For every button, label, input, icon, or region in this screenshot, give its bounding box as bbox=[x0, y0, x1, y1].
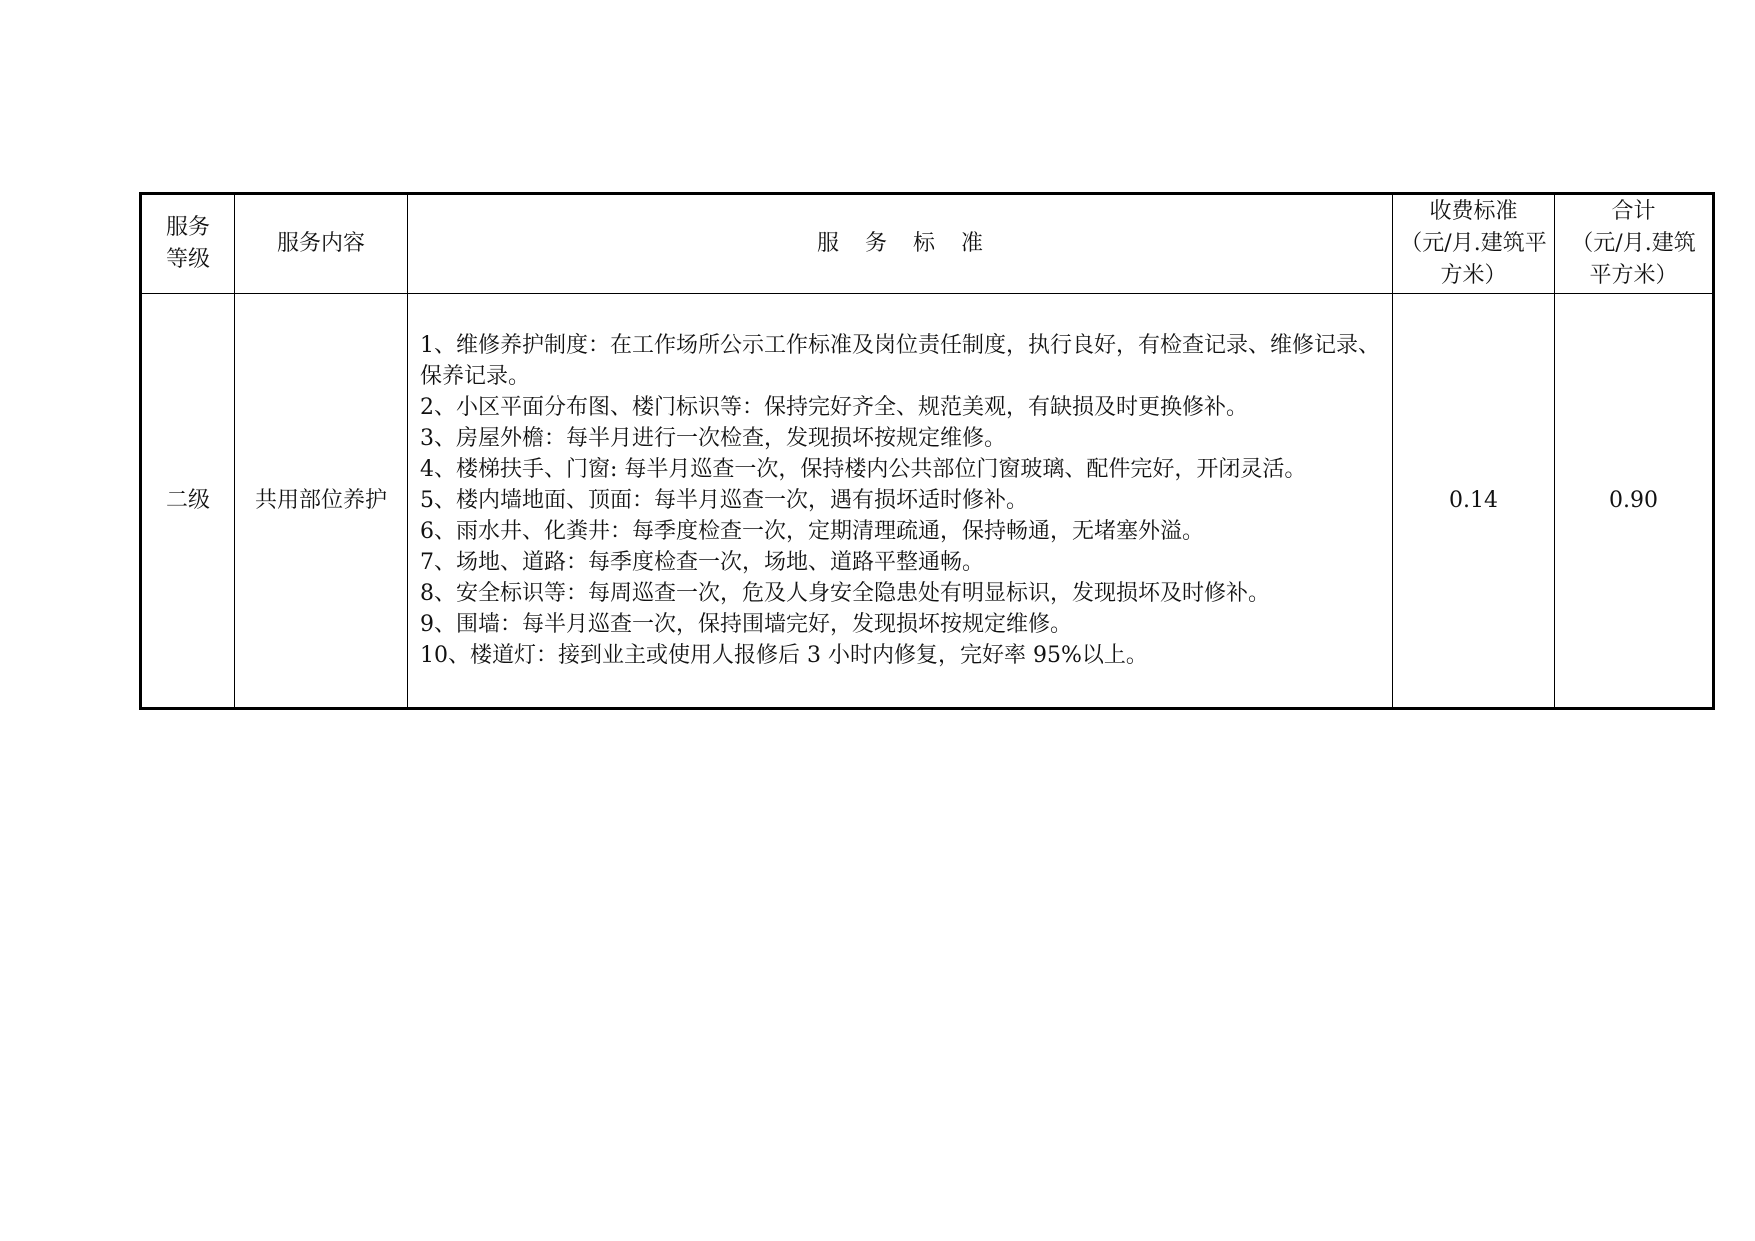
header-service-content-label: 服务内容 bbox=[276, 231, 365, 256]
cell-service-standards bbox=[408, 294, 1393, 709]
service-standard-table bbox=[139, 192, 1715, 710]
header-service-content bbox=[235, 194, 408, 294]
list-item: 6、雨水井、化粪井：每季度检查一次，定期清理疏通，保持畅通，无堵塞外溢。 bbox=[420, 519, 1204, 544]
table-header-row bbox=[141, 194, 1714, 294]
header-total bbox=[1555, 194, 1714, 294]
list-item: 4、楼梯扶手、门窗: 每半月巡查一次，保持楼内公共部位门窗玻璃、配件完好，开闭灵活。 bbox=[420, 457, 1307, 482]
table-row bbox=[141, 294, 1714, 709]
list-item: 9、围墙：每半月巡查一次，保持围墙完好，发现损坏按规定维修。 bbox=[420, 612, 1072, 637]
cell-service-level: 二级 bbox=[141, 294, 235, 709]
cell-total: 0.90 bbox=[1555, 294, 1714, 709]
list-item: 1、维修养护制度：在工作场所公示工作标准及岗位责任制度，执行良好，有检查记录、维修记录、保养记录。 bbox=[420, 333, 1381, 389]
header-service-level-label: 服务等级 bbox=[165, 215, 210, 272]
header-fee-line2: （元/月.建筑平 bbox=[1400, 231, 1547, 256]
standards-list bbox=[420, 330, 1382, 671]
header-total-line2: （元/月.建筑 bbox=[1571, 231, 1696, 256]
header-fee-standard bbox=[1393, 194, 1555, 294]
header-service-standard-label: 服务标准 bbox=[816, 231, 1009, 256]
list-item: 10、楼道灯：接到业主或使用人报修后 3 小时内修复，完好率 95%以上。 bbox=[420, 643, 1148, 668]
list-item: 2、小区平面分布图、楼门标识等：保持完好齐全、规范美观，有缺损及时更换修补。 bbox=[420, 395, 1248, 420]
list-item: 3、房屋外檐：每半月进行一次检查，发现损坏按规定维修。 bbox=[420, 426, 1006, 451]
cell-fee-standard: 0.14 bbox=[1393, 294, 1555, 709]
header-fee-line1: 收费标准 bbox=[1429, 199, 1518, 224]
list-item: 5、楼内墙地面、顶面：每半月巡查一次，遇有损坏适时修补。 bbox=[420, 488, 1028, 513]
header-total-line3: 平方米） bbox=[1589, 263, 1678, 288]
header-fee-line3: 方米） bbox=[1440, 263, 1507, 288]
header-service-level bbox=[141, 194, 235, 294]
list-item: 8、安全标识等：每周巡查一次，危及人身安全隐患处有明显标识，发现损坏及时修补。 bbox=[420, 581, 1270, 606]
header-service-standard bbox=[408, 194, 1393, 294]
header-total-line1: 合计 bbox=[1611, 199, 1656, 224]
cell-service-content: 共用部位养护 bbox=[235, 294, 408, 709]
list-item: 7、场地、道路：每季度检查一次，场地、道路平整通畅。 bbox=[420, 550, 984, 575]
